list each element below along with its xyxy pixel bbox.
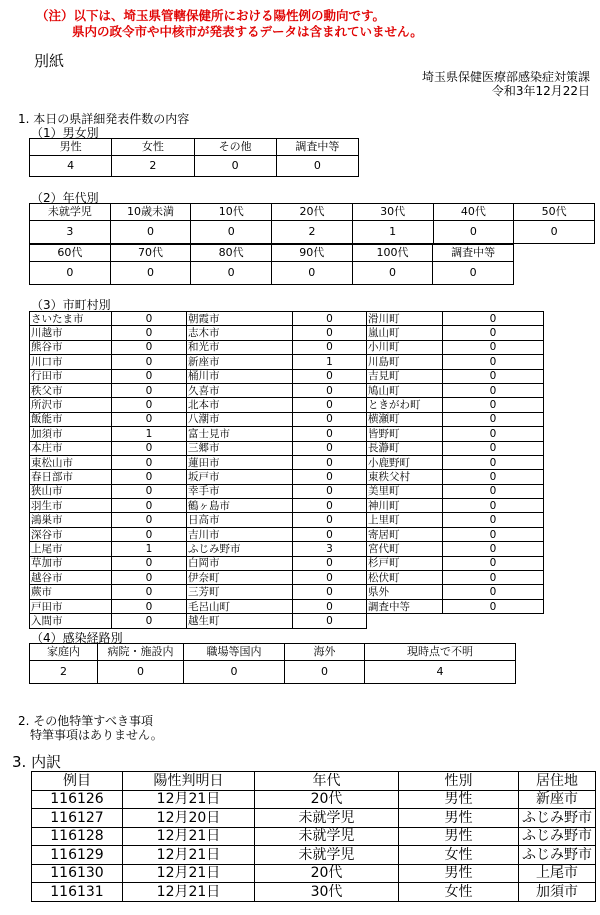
city-count-cell: 0	[443, 571, 544, 585]
city-name-cell: 北本市	[187, 398, 293, 412]
city-count-cell: 0	[443, 369, 544, 383]
city-count-cell: 0	[112, 599, 187, 613]
city-name-cell: 日高市	[187, 513, 293, 527]
city-count-cell: 0	[112, 513, 187, 527]
route-table	[29, 643, 516, 684]
table-cell: 0	[194, 156, 276, 177]
table-header-cell: 職場等国内	[184, 644, 285, 661]
table-cell: 20代	[255, 864, 399, 883]
city-count-cell: 0	[293, 398, 367, 412]
city-count-cell: 0	[112, 398, 187, 412]
city-name-cell: 上里町	[367, 513, 443, 527]
city-count-cell: 0	[443, 412, 544, 426]
table-header-cell: 海外	[285, 644, 365, 661]
table-row	[30, 527, 544, 541]
city-count-cell: 0	[112, 383, 187, 397]
table-row	[30, 383, 544, 397]
city-name-cell: 八潮市	[187, 412, 293, 426]
city-count-cell: 0	[443, 398, 544, 412]
city-name-cell: 川島町	[367, 355, 443, 369]
section1-title: 1. 本日の県詳細発表件数の内容	[18, 112, 190, 126]
city-count-cell: 0	[293, 340, 367, 354]
section3-title: 3. 内訳	[12, 753, 62, 771]
city-count-cell: 0	[112, 455, 187, 469]
table-cell: 0	[191, 262, 272, 285]
city-name-cell: 行田市	[30, 369, 112, 383]
table-row	[30, 355, 544, 369]
date: 令和3年12月22日	[491, 84, 590, 98]
city-count-cell: 0	[443, 542, 544, 556]
table-row	[30, 204, 595, 221]
table-header-row	[32, 772, 596, 791]
table-cell: 116130	[32, 864, 123, 883]
city-name-cell: 春日部市	[30, 470, 112, 484]
table-row	[30, 455, 544, 469]
section2-title: 2. その他特筆すべき事項	[18, 714, 154, 728]
table-row	[30, 470, 544, 484]
city-count-cell: 0	[443, 326, 544, 340]
table-cell: 116127	[32, 809, 123, 828]
city-name-cell: 朝霞市	[187, 312, 293, 326]
city-count-cell: 0	[443, 427, 544, 441]
city-name-cell: 川越市	[30, 326, 112, 340]
city-count-cell: 0	[443, 470, 544, 484]
table-cell: 1	[352, 221, 433, 244]
note-line-1: （注）以下は、埼玉県管轄保健所における陽性例の動向です。	[36, 8, 386, 23]
city-count-cell: 0	[443, 383, 544, 397]
city-name-cell: 入間市	[30, 614, 112, 628]
table-cell: 0	[276, 156, 358, 177]
city-name-cell: 小鹿野町	[367, 455, 443, 469]
table-row	[30, 245, 514, 262]
city-count-cell: 0	[112, 355, 187, 369]
table-row	[32, 790, 596, 809]
city-count-cell: 0	[112, 470, 187, 484]
table-header-cell: 60代	[30, 245, 111, 262]
table-row	[30, 369, 544, 383]
table-cell: 2	[112, 156, 194, 177]
city-count-cell: 0	[112, 369, 187, 383]
city-name-cell: さいたま市	[30, 312, 112, 326]
city-count-cell: 0	[293, 571, 367, 585]
table-cell: 未就学児	[255, 809, 399, 828]
city-count-cell: 0	[443, 527, 544, 541]
table-cell: 12月21日	[123, 827, 255, 846]
table-row	[30, 556, 544, 570]
table-cell: 0	[110, 262, 191, 285]
city-count-cell: 0	[443, 340, 544, 354]
table-cell: 12月20日	[123, 809, 255, 828]
table-row	[30, 139, 359, 156]
table-row	[30, 398, 544, 412]
table-header-cell: 女性	[112, 139, 194, 156]
city-name-cell: 蓮田市	[187, 455, 293, 469]
table-cell: 0	[433, 221, 514, 244]
city-count-cell: 0	[112, 412, 187, 426]
table-header-cell: 50代	[514, 204, 595, 221]
table-header-cell: 70代	[110, 245, 191, 262]
table-cell: 0	[433, 262, 514, 285]
city-name-cell: 長瀞町	[367, 441, 443, 455]
city-count-cell: 0	[443, 499, 544, 513]
table-row	[30, 661, 516, 684]
city-name-cell: ときがわ町	[367, 398, 443, 412]
table-cell: 0	[352, 262, 433, 285]
city-name-cell: 坂戸市	[187, 470, 293, 484]
table-cell: ふじみ野市	[519, 809, 596, 828]
city-name-cell: 越谷市	[30, 571, 112, 585]
table-row	[32, 827, 596, 846]
table-header-cell: 100代	[352, 245, 433, 262]
city-name-cell: 越生町	[187, 614, 293, 628]
table-cell: 0	[514, 221, 595, 244]
table-cell: 0	[191, 221, 272, 244]
city-name-cell: 桶川市	[187, 369, 293, 383]
city-name-cell: 幸手市	[187, 484, 293, 498]
city-name-cell: 蕨市	[30, 585, 112, 599]
table-cell: 4	[30, 156, 112, 177]
table-cell: 未就学児	[255, 827, 399, 846]
table-cell: 女性	[399, 883, 519, 902]
city-count-cell	[443, 614, 544, 628]
city-name-cell: 吉見町	[367, 369, 443, 383]
city-count-cell: 0	[112, 340, 187, 354]
table-cell: 12月21日	[123, 846, 255, 865]
city-name-cell: 戸田市	[30, 599, 112, 613]
table-header-cell: 80代	[191, 245, 272, 262]
city-name-cell: 鶴ヶ島市	[187, 499, 293, 513]
table-header-cell: 陽性判明日	[123, 772, 255, 791]
city-count-cell: 0	[443, 513, 544, 527]
city-name-cell: 秩父市	[30, 383, 112, 397]
table-cell: 116129	[32, 846, 123, 865]
table-row	[30, 599, 544, 613]
table-cell: 4	[365, 661, 516, 684]
table-header-cell: 家庭内	[30, 644, 98, 661]
route-title: （4）感染経路別	[31, 631, 123, 645]
city-name-cell: 三郷市	[187, 441, 293, 455]
table-cell: 116128	[32, 827, 123, 846]
table-row	[30, 221, 595, 244]
city-name-cell: 深谷市	[30, 527, 112, 541]
city-name-cell	[367, 614, 443, 628]
table-cell: 0	[110, 221, 191, 244]
city-count-cell: 0	[293, 441, 367, 455]
table-header-cell: 例目	[32, 772, 123, 791]
table-cell: 30代	[255, 883, 399, 902]
table-row	[30, 484, 544, 498]
table-header-cell: 年代	[255, 772, 399, 791]
table-row	[30, 542, 544, 556]
city-name-cell: 川口市	[30, 355, 112, 369]
table-cell: 12月21日	[123, 790, 255, 809]
table-row	[32, 864, 596, 883]
table-header-cell: 10歳未満	[110, 204, 191, 221]
table-cell: 2	[272, 221, 353, 244]
city-name-cell: 杉戸町	[367, 556, 443, 570]
city-count-cell: 0	[443, 455, 544, 469]
city-count-cell: 0	[293, 383, 367, 397]
table-row	[30, 340, 544, 354]
city-count-cell: 0	[293, 527, 367, 541]
city-name-cell: 伊奈町	[187, 571, 293, 585]
city-count-cell: 0	[443, 556, 544, 570]
city-name-cell: 上尾市	[30, 542, 112, 556]
detail-table	[31, 771, 596, 902]
table-row	[30, 499, 544, 513]
table-cell: 男性	[399, 809, 519, 828]
table-header-cell: 10代	[191, 204, 272, 221]
table-cell: 116131	[32, 883, 123, 902]
city-count-cell: 0	[112, 571, 187, 585]
sex-title: （1）男女別	[31, 126, 99, 140]
city-count-cell: 0	[112, 499, 187, 513]
city-count-cell: 0	[443, 441, 544, 455]
city-name-cell: 本庄市	[30, 441, 112, 455]
city-name-cell: 美里町	[367, 484, 443, 498]
city-count-cell: 0	[293, 312, 367, 326]
city-name-cell: 志木市	[187, 326, 293, 340]
city-count-cell: 0	[112, 614, 187, 628]
table-cell: 0	[271, 262, 352, 285]
city-count-cell: 0	[293, 369, 367, 383]
table-cell: 女性	[399, 846, 519, 865]
table-cell: ふじみ野市	[519, 846, 596, 865]
table-cell: 3	[30, 221, 111, 244]
table-cell: 加須市	[519, 883, 596, 902]
table-cell: 0	[98, 661, 184, 684]
sex-table	[29, 138, 359, 177]
table-cell: 未就学児	[255, 846, 399, 865]
table-header-cell: 男性	[30, 139, 112, 156]
table-cell: 0	[285, 661, 365, 684]
table-cell: ふじみ野市	[519, 827, 596, 846]
city-count-cell: 0	[443, 585, 544, 599]
table-row	[30, 262, 514, 285]
table-header-cell: 調査中等	[433, 245, 514, 262]
city-name-cell: 三芳町	[187, 585, 293, 599]
city-count-cell: 1	[112, 427, 187, 441]
city-count-cell: 0	[293, 556, 367, 570]
city-count-cell: 3	[293, 542, 367, 556]
age-title: （2）年代別	[31, 191, 99, 205]
table-row	[30, 614, 544, 628]
table-header-cell: 40代	[433, 204, 514, 221]
city-count-cell: 0	[112, 585, 187, 599]
section2-text: 特筆事項はありません。	[30, 728, 163, 742]
table-cell: 男性	[399, 790, 519, 809]
city-name-cell: 久喜市	[187, 383, 293, 397]
city-count-cell: 0	[293, 412, 367, 426]
table-row	[32, 846, 596, 865]
city-count-cell: 0	[293, 585, 367, 599]
city-name-cell: 鳩山町	[367, 383, 443, 397]
city-name-cell: 狭山市	[30, 484, 112, 498]
table-row	[30, 441, 544, 455]
city-count-cell: 0	[112, 326, 187, 340]
city-count-cell: 0	[293, 499, 367, 513]
table-row	[30, 156, 359, 177]
note-line-2: 県内の政令市や中核市が発表するデータは含まれていません。	[72, 24, 423, 39]
table-header-cell: 性別	[399, 772, 519, 791]
city-name-cell: 神川町	[367, 499, 443, 513]
city-name-cell: 所沢市	[30, 398, 112, 412]
city-count-cell: 0	[293, 484, 367, 498]
table-row	[30, 571, 544, 585]
city-count-cell: 0	[293, 326, 367, 340]
city-name-cell: 宮代町	[367, 542, 443, 556]
city-name-cell: 滑川町	[367, 312, 443, 326]
city-name-cell: 毛呂山町	[187, 599, 293, 613]
doc-label: 別紙	[34, 52, 65, 70]
table-cell: 新座市	[519, 790, 596, 809]
city-count-cell: 1	[112, 542, 187, 556]
city-count-cell: 0	[443, 599, 544, 613]
city-name-cell: 熊谷市	[30, 340, 112, 354]
city-count-cell: 0	[112, 556, 187, 570]
table-row	[32, 883, 596, 902]
city-name-cell: 調査中等	[367, 599, 443, 613]
city-name-cell: 鴻巣市	[30, 513, 112, 527]
city-name-cell: 加須市	[30, 427, 112, 441]
city-name-cell: 県外	[367, 585, 443, 599]
city-name-cell: ふじみ野市	[187, 542, 293, 556]
table-cell: 20代	[255, 790, 399, 809]
table-row	[30, 513, 544, 527]
city-count-cell: 1	[293, 355, 367, 369]
table-header-cell: 20代	[272, 204, 353, 221]
table-header-cell: 現時点で不明	[365, 644, 516, 661]
city-count-cell: 0	[293, 427, 367, 441]
city-name-cell: 草加市	[30, 556, 112, 570]
table-row	[30, 326, 544, 340]
table-row	[30, 427, 544, 441]
city-count-cell: 0	[293, 470, 367, 484]
table-cell: 0	[184, 661, 285, 684]
city-count-cell: 0	[293, 614, 367, 628]
city-name-cell: 吉川市	[187, 527, 293, 541]
city-count-cell: 0	[112, 484, 187, 498]
city-name-cell: 羽生市	[30, 499, 112, 513]
table-header-cell: その他	[194, 139, 276, 156]
table-header-cell: 調査中等	[276, 139, 358, 156]
table-cell: 0	[30, 262, 111, 285]
city-name-cell: 和光市	[187, 340, 293, 354]
age-table	[29, 203, 595, 244]
table-cell: 12月21日	[123, 864, 255, 883]
city-name-cell: 横瀬町	[367, 412, 443, 426]
city-name-cell: 皆野町	[367, 427, 443, 441]
city-name-cell: 小川町	[367, 340, 443, 354]
city-count-cell: 0	[112, 527, 187, 541]
table-cell: 上尾市	[519, 864, 596, 883]
city-count-cell: 0	[293, 455, 367, 469]
table-header-cell: 居住地	[519, 772, 596, 791]
table-row	[32, 809, 596, 828]
city-count-cell: 0	[293, 513, 367, 527]
city-count-cell: 0	[443, 355, 544, 369]
table-cell: 12月21日	[123, 883, 255, 902]
city-name-cell: 新座市	[187, 355, 293, 369]
table-cell: 116126	[32, 790, 123, 809]
table-row	[30, 585, 544, 599]
city-count-cell: 0	[112, 312, 187, 326]
table-cell: 男性	[399, 864, 519, 883]
city-name-cell: 飯能市	[30, 412, 112, 426]
table-row	[30, 644, 516, 661]
city-name-cell: 東松山市	[30, 455, 112, 469]
age-table-2	[29, 244, 514, 285]
city-name-cell: 白岡市	[187, 556, 293, 570]
city-name-cell: 嵐山町	[367, 326, 443, 340]
city-title: （3）市町村別	[31, 298, 111, 312]
table-cell: 2	[30, 661, 98, 684]
city-count-cell: 0	[112, 441, 187, 455]
city-name-cell: 富士見市	[187, 427, 293, 441]
table-row	[30, 312, 544, 326]
city-count-cell: 0	[293, 599, 367, 613]
city-count-cell: 0	[443, 484, 544, 498]
table-header-cell: 30代	[352, 204, 433, 221]
table-cell: 男性	[399, 827, 519, 846]
table-header-cell: 病院・施設内	[98, 644, 184, 661]
table-row	[30, 412, 544, 426]
table-header-cell: 90代	[271, 245, 352, 262]
table-header-cell: 未就学児	[30, 204, 111, 221]
city-name-cell: 寄居町	[367, 527, 443, 541]
city-table	[29, 311, 544, 629]
city-name-cell: 東秩父村	[367, 470, 443, 484]
city-count-cell: 0	[443, 312, 544, 326]
city-name-cell: 松伏町	[367, 571, 443, 585]
department: 埼玉県保健医療部感染症対策課	[421, 70, 590, 84]
